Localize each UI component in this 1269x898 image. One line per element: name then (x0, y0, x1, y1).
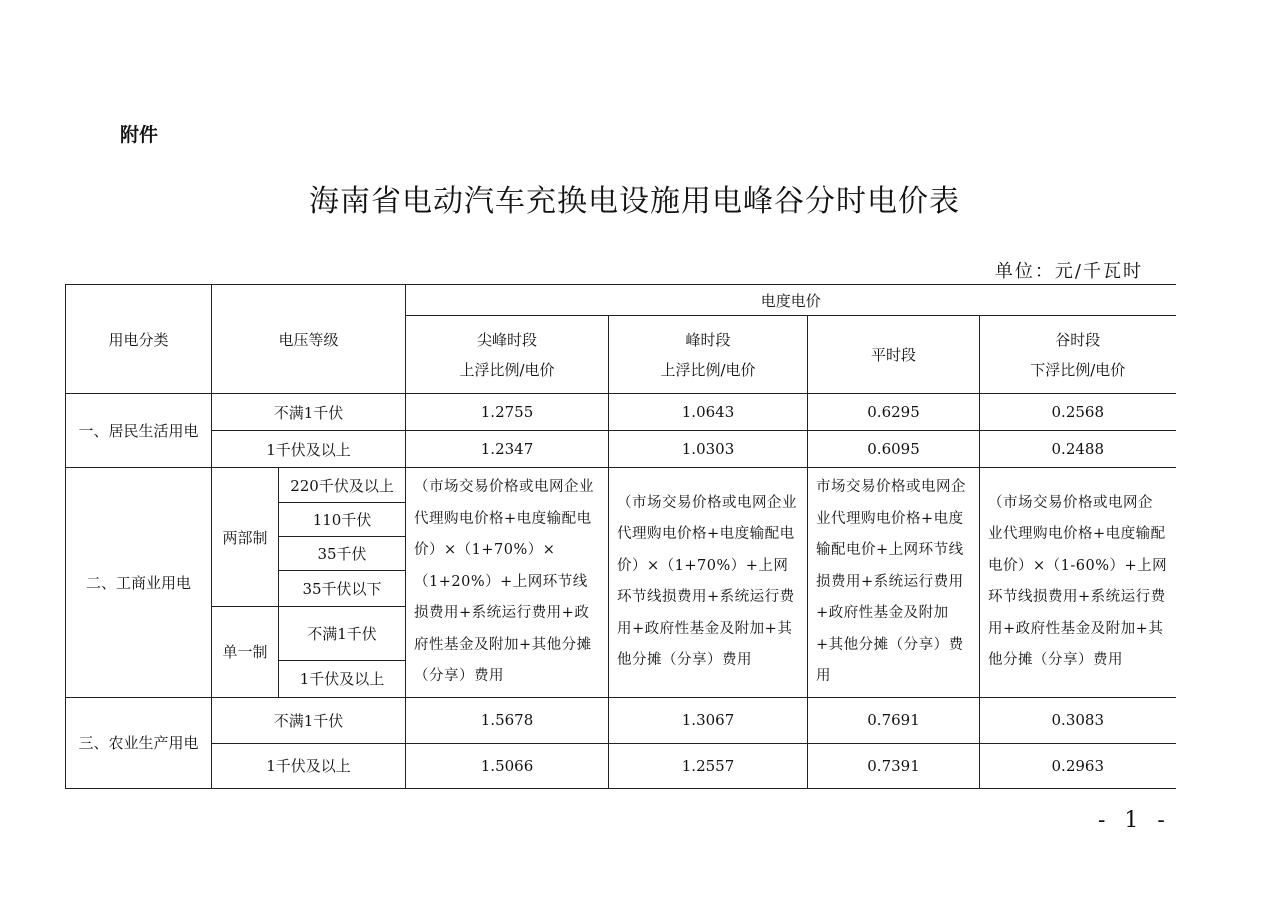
category-agriculture: 三、农业生产用电 (66, 697, 212, 788)
page-title: 海南省电动汽车充换电设施用电峰谷分时电价表 (309, 184, 960, 219)
table-row (66, 743, 1176, 788)
valley-price: 0.2963 (980, 743, 1176, 788)
valley-formula: （市场交易价格或电网企业代理购电价格+电度输配电价）×（1-60%）+上网环节线损费用+系统运行费用+政府性基金及附加+其他分摊（分享）费用 (980, 468, 1176, 698)
voltage-cell: 1千伏及以上 (212, 743, 406, 788)
voltage-cell: 不满1千伏 (212, 697, 406, 743)
flat-price: 0.7391 (808, 743, 980, 788)
header-flat: 平时段 (808, 316, 980, 394)
price-table (65, 284, 1176, 789)
peak-price: 1.0643 (609, 394, 808, 431)
table-row (66, 468, 1176, 503)
sharp-price: 1.2347 (406, 431, 609, 468)
category-residential: 一、居民生活用电 (66, 394, 212, 468)
peak-price: 1.0303 (609, 431, 808, 468)
sharp-price: 1.2755 (406, 394, 609, 431)
header-valley-line1: 谷时段 (1055, 330, 1101, 349)
sharp-formula: （市场交易价格或电网企业代理购电价格+电度输配电价）×（1+70%）×（1+20%）+上网环节线损费用+系统运行费用+政府性基金及附加+其他分摊（分享）费用 (406, 468, 609, 698)
table-row (66, 697, 1176, 743)
header-sharp-line2: 上浮比例/电价 (459, 360, 555, 379)
flat-price: 0.6295 (808, 394, 980, 431)
voltage-cell: 不满1千伏 (212, 394, 406, 431)
page-number: - 1 - (1098, 808, 1171, 833)
flat-price: 0.7691 (808, 697, 980, 743)
voltage-cell: 不满1千伏 (279, 607, 406, 661)
category-commercial: 二、工商业用电 (66, 468, 212, 698)
header-sharp (406, 316, 609, 394)
voltage-cell: 1千伏及以上 (279, 660, 406, 697)
peak-price: 1.2557 (609, 743, 808, 788)
valley-price: 0.2568 (980, 394, 1176, 431)
attachment-label: 附件 (120, 124, 159, 146)
header-peak-line1: 峰时段 (685, 330, 731, 349)
voltage-cell: 35千伏以下 (279, 571, 406, 607)
sharp-price: 1.5066 (406, 743, 609, 788)
unit-label: 单位：元/千瓦时 (994, 261, 1143, 282)
header-peak-line2: 上浮比例/电价 (660, 360, 756, 379)
voltage-cell: 220千伏及以上 (279, 468, 406, 503)
sharp-price: 1.5678 (406, 697, 609, 743)
header-valley-line2: 下浮比例/电价 (1030, 360, 1126, 379)
header-price-group: 电度电价 (406, 285, 1176, 316)
single-part-label: 单一制 (212, 607, 279, 698)
voltage-cell: 35千伏 (279, 537, 406, 571)
table-row (66, 431, 1176, 468)
header-peak (609, 316, 808, 394)
header-voltage: 电压等级 (212, 285, 406, 394)
voltage-cell: 110千伏 (279, 503, 406, 537)
header-row-1 (66, 285, 1176, 316)
valley-price: 0.3083 (980, 697, 1176, 743)
two-part-label: 两部制 (212, 468, 279, 607)
peak-formula: （市场交易价格或电网企业代理购电价格+电度输配电价）×（1+70%）+上网环节线损费用+系统运行费用+政府性基金及附加+其他分摊（分享）费用 (609, 468, 808, 698)
flat-formula: 市场交易价格或电网企业代理购电价格+电度输配电价+上网环节线损费用+系统运行费用+政府性基金及附加+其他分摊（分享）费用 (808, 468, 980, 698)
header-category: 用电分类 (66, 285, 212, 394)
flat-price: 0.6095 (808, 431, 980, 468)
peak-price: 1.3067 (609, 697, 808, 743)
header-sharp-line1: 尖峰时段 (477, 330, 538, 349)
valley-price: 0.2488 (980, 431, 1176, 468)
table-row (66, 394, 1176, 431)
header-valley (980, 316, 1176, 394)
voltage-cell: 1千伏及以上 (212, 431, 406, 468)
